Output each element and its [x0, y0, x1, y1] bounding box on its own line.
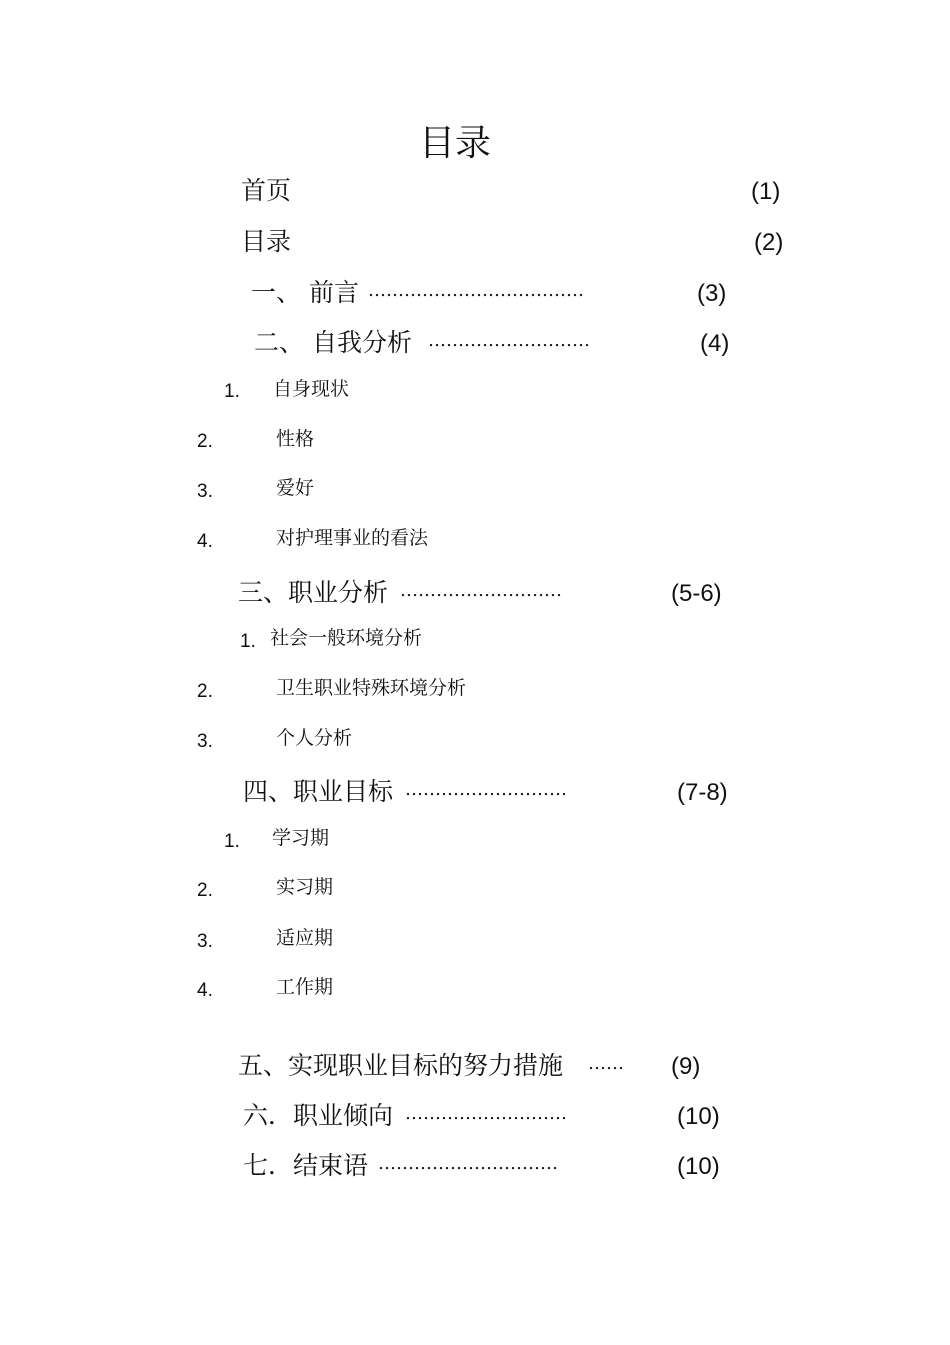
subitem-number: 4.: [197, 531, 213, 552]
subitem-number: 1.: [240, 631, 256, 652]
toc-leader-dots: ………………………: [400, 580, 562, 601]
toc-entry-page: (2): [754, 229, 784, 256]
toc-entry-page: (10): [677, 1103, 720, 1130]
subitem-number: 3.: [197, 481, 213, 502]
toc-leader-dots: ………………………: [405, 1103, 567, 1124]
toc-leader-dots: …………………………: [378, 1153, 558, 1174]
toc-leader-dots: ………………………………: [368, 280, 584, 301]
toc-entry-label: 五、实现职业目标的努力措施: [238, 1051, 564, 1080]
toc-entry-page: (5-6): [671, 580, 722, 607]
toc-entry-label: 目录: [241, 227, 292, 256]
toc-entry-label: 四、职业目标: [243, 777, 394, 806]
subitem-label: 工作期: [276, 976, 334, 998]
subitem-label: 性格: [276, 428, 315, 450]
subitem-number: 3.: [197, 731, 213, 752]
subitem-number: 4.: [197, 980, 213, 1001]
subitem-number: 2.: [197, 681, 213, 702]
subitem-number: 1.: [224, 831, 240, 852]
subitem-label: 个人分析: [276, 727, 353, 749]
toc-title: 目录: [419, 123, 492, 164]
toc-entry-label: 二、 自我分析: [254, 328, 412, 357]
subitem-number: 2.: [197, 431, 213, 452]
subitem-label: 实习期: [276, 876, 334, 898]
toc-leader-dots: ………………………: [428, 330, 590, 351]
toc-entry-page: (3): [697, 280, 727, 307]
subitem-label: 社会一般环境分析: [270, 627, 423, 649]
subitem-label: 适应期: [276, 927, 334, 949]
toc-entry-page: (1): [751, 178, 781, 205]
subitem-label: 爱好: [276, 477, 315, 499]
subitem-label: 卫生职业特殊环境分析: [276, 677, 467, 699]
toc-entry-label: 七．结束语: [243, 1151, 369, 1180]
toc-entry-page: (10): [677, 1153, 720, 1180]
subitem-number: 1.: [224, 381, 240, 402]
subitem-label: 学习期: [272, 827, 330, 849]
toc-leader-dots: ………………………: [405, 779, 567, 800]
subitem-number: 2.: [197, 880, 213, 901]
toc-entry-label: 一、 前言: [251, 278, 359, 307]
toc-entry-label: 首页: [241, 176, 292, 205]
subitem-label: 对护理事业的看法: [276, 527, 429, 549]
toc-entry-page: (4): [700, 330, 730, 357]
toc-entry-label: 六．职业倾向: [243, 1101, 394, 1130]
toc-entry-page: (9): [671, 1053, 701, 1080]
subitem-label: 自身现状: [273, 378, 350, 400]
toc-entry-label: 三、职业分析: [238, 578, 389, 607]
toc-leader-dots: ……: [588, 1053, 624, 1074]
subitem-number: 3.: [197, 931, 213, 952]
toc-entry-page: (7-8): [677, 779, 728, 806]
